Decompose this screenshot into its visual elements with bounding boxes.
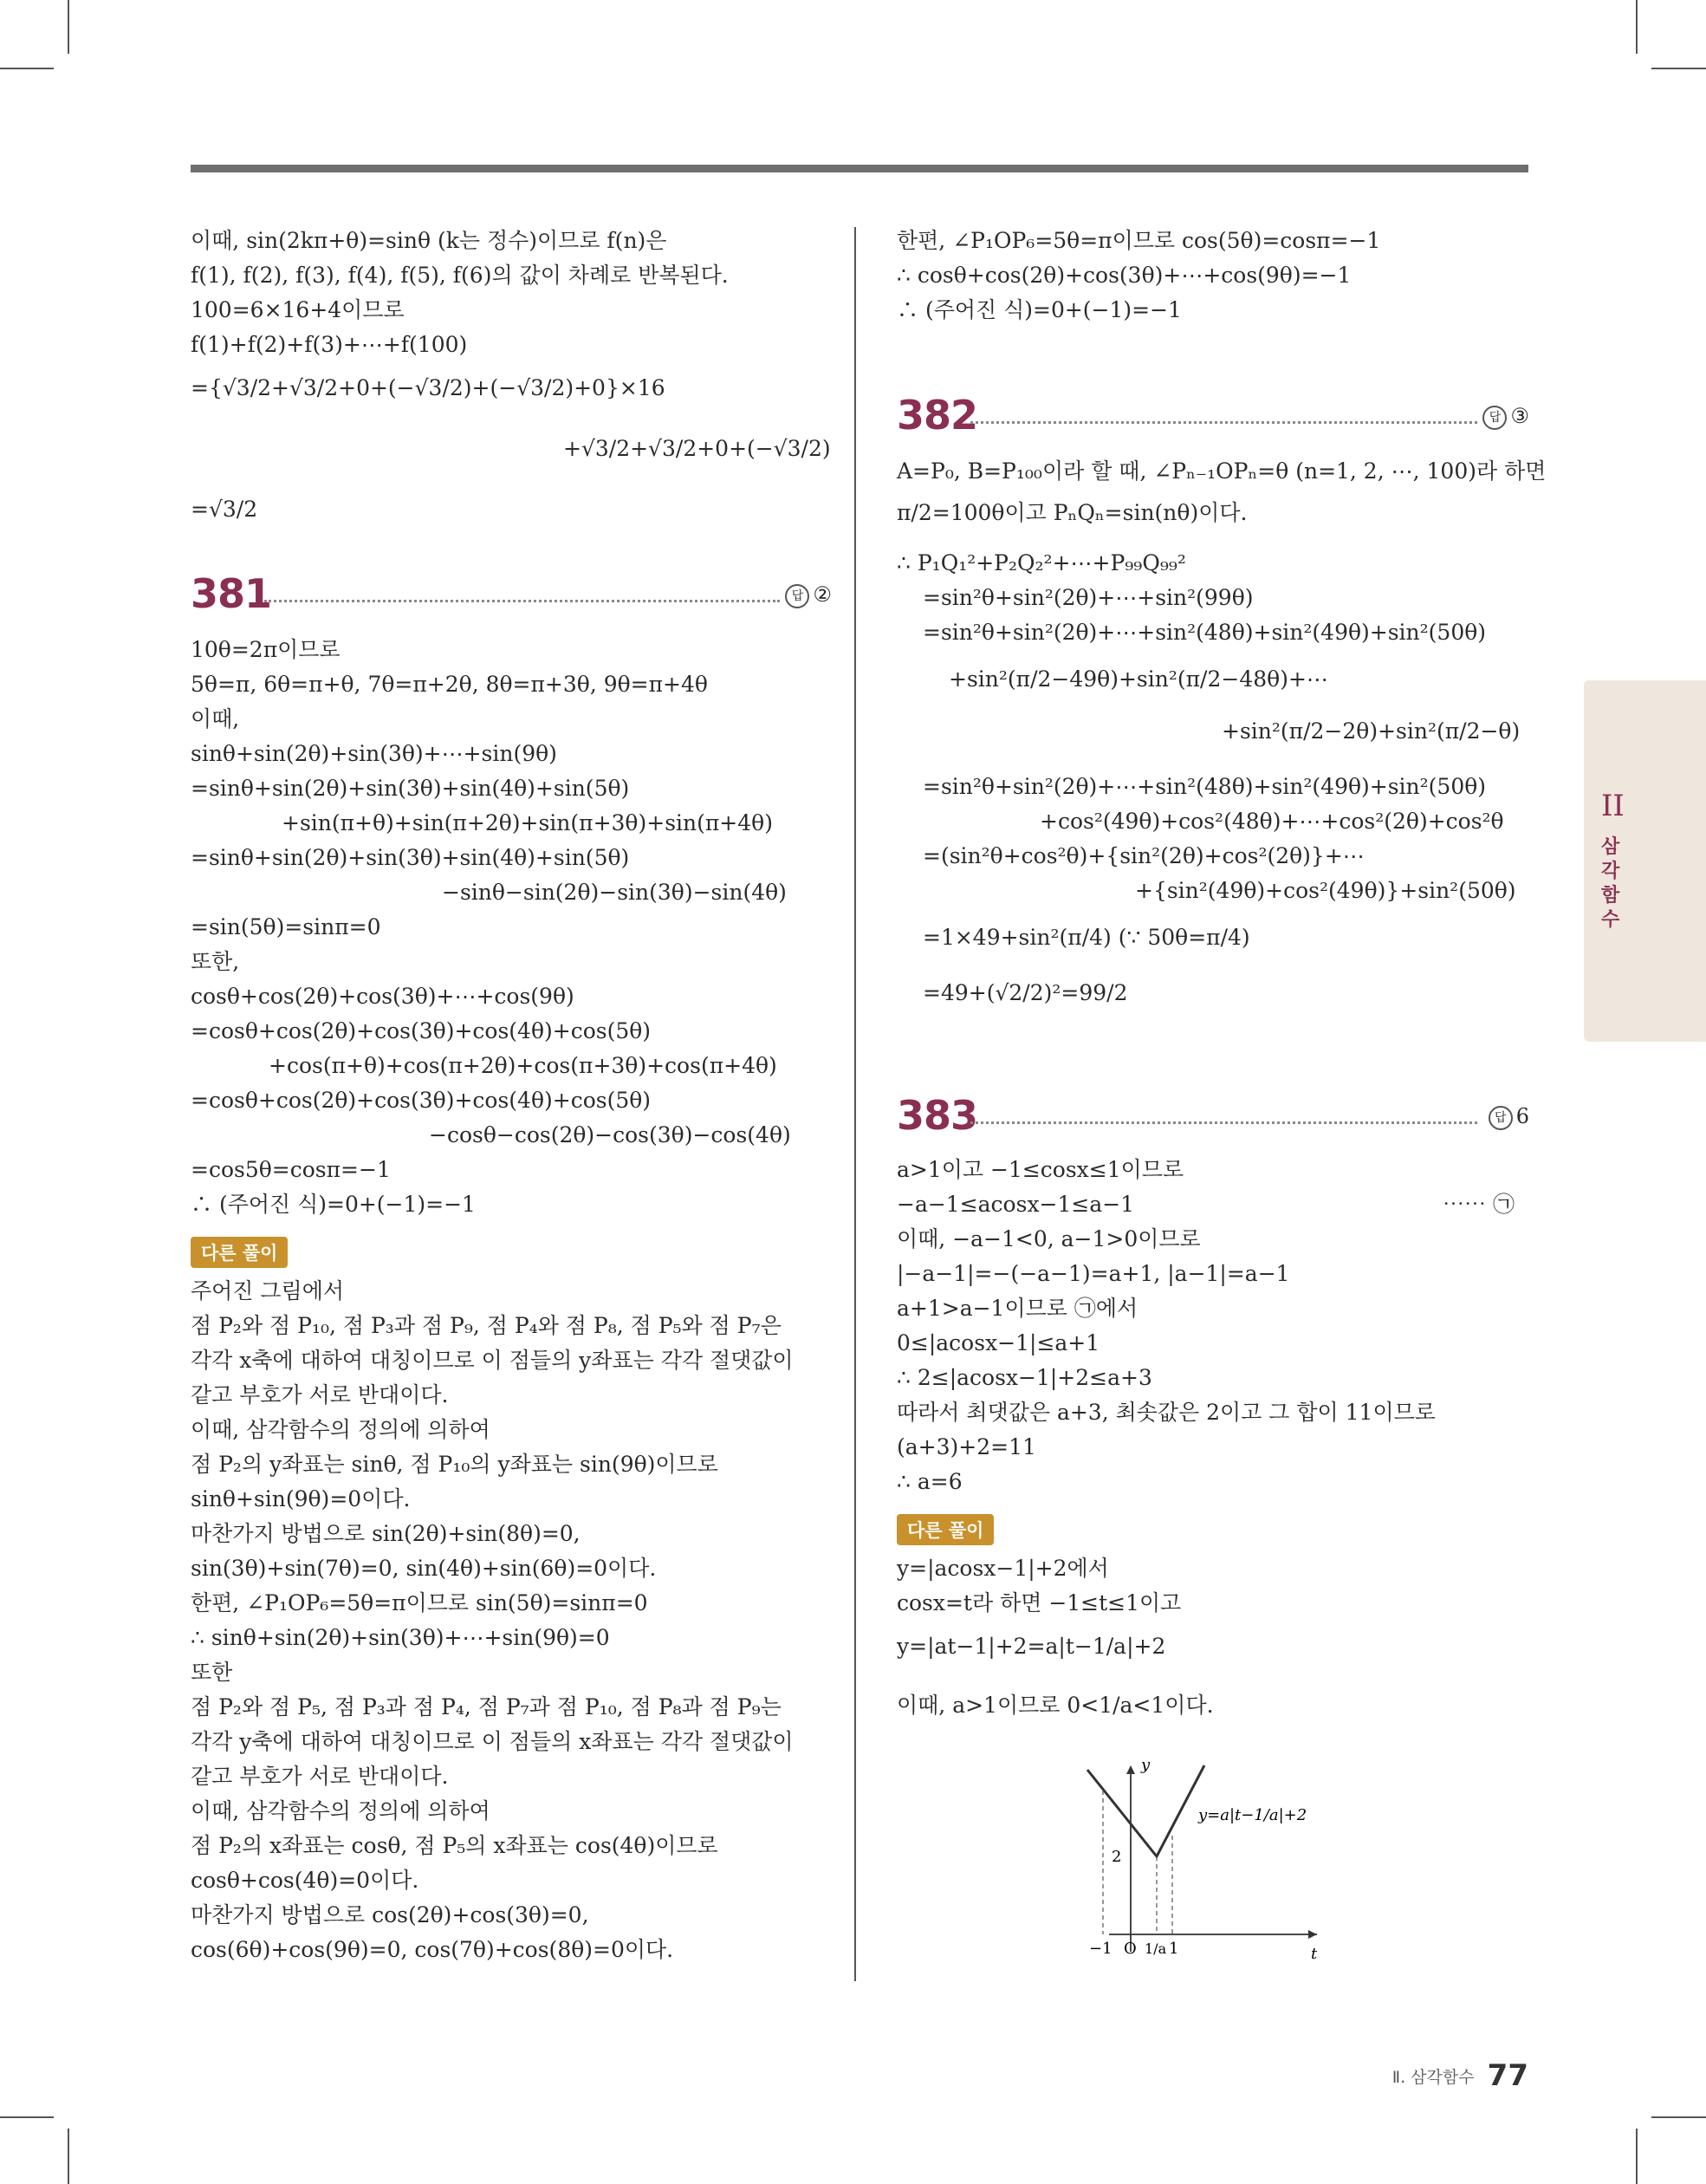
text-line: +cos(π+θ)+cos(π+2θ)+cos(π+3θ)+cos(π+4θ): [269, 1053, 777, 1078]
problem-382-header: [897, 392, 1529, 444]
crop-mark: [68, 2129, 69, 2184]
text-line: 점 P₂와 점 P₁₀, 점 P₃과 점 P₉, 점 P₄와 점 P₈, 점 P₅와 점 P₇은: [191, 1313, 782, 1338]
t-axis-arrow: [1308, 1930, 1317, 1939]
text-line: −cosθ−cos(2θ)−cos(3θ)−cos(4θ): [429, 1122, 791, 1147]
formula-line: ={√3/2+√3/2+0+(−√3/2)+(−√3/2)+0}×16: [191, 375, 665, 400]
text-line: (a+3)+2=11: [897, 1434, 1036, 1459]
answer-icon: 답: [1482, 406, 1507, 430]
text-line: 각각 y축에 대하여 대칭이므로 이 점들의 x좌표는 각각 절댓값이: [191, 1729, 794, 1754]
y-axis-label: y: [1141, 1756, 1151, 1774]
text-line: =cosθ+cos(2θ)+cos(3θ)+cos(4θ)+cos(5θ): [191, 1018, 652, 1043]
text-line: 이때,: [191, 706, 240, 731]
text-line: sin(3θ)+sin(7θ)=0, sin(4θ)+sin(6θ)=0이다.: [191, 1556, 657, 1581]
text-line: =sin²θ+sin²(2θ)+⋯+sin²(48θ)+sin²(49θ)+sin²(50θ): [923, 774, 1487, 799]
footer-chapter: Ⅱ. 삼각함수: [1391, 2067, 1475, 2087]
text-line: 같고 부호가 서로 반대이다.: [191, 1382, 449, 1407]
answer-label: [785, 582, 832, 608]
text-line: +cos²(49θ)+cos²(48θ)+⋯+cos²(2θ)+cos²θ: [1040, 809, 1504, 834]
crop-mark: [1636, 2129, 1638, 2184]
chapter-char: 각: [1601, 861, 1620, 882]
chapter-char: 삼: [1601, 836, 1620, 858]
text-line: 0≤|acosx−1|≤a+1: [897, 1330, 1100, 1355]
text-line: −a−1≤acosx−1≤a−1: [897, 1192, 1135, 1217]
text-line: ∴ (주어진 식)=0+(−1)=−1: [897, 297, 1182, 322]
page-number: 77: [1487, 2058, 1528, 2093]
text-line: 점 P₂와 점 P₅, 점 P₃과 점 P₄, 점 P₇과 점 P₁₀, 점 P₈과 점 P₉는: [191, 1694, 782, 1719]
crop-mark: [1651, 2116, 1706, 2118]
alt-solution-badge: 다른 풀이: [191, 1237, 288, 1268]
text-line: 마찬가지 방법으로 cos(2θ)+cos(3θ)=0,: [191, 1902, 589, 1927]
text-line: =49+(√2/2)²=99/2: [923, 980, 1128, 1005]
curve-label: y=a|t−1/a|+2: [1198, 1806, 1307, 1824]
text-line: 각각 x축에 대하여 대칭이므로 이 점들의 y좌표는 각각 절댓값이: [191, 1348, 794, 1373]
text-line: 이때, 삼각함수의 정의에 의하여: [191, 1798, 490, 1823]
page-footer: [1392, 2058, 1528, 2093]
column-divider: [854, 227, 856, 1981]
answer-icon: 답: [785, 584, 809, 608]
y-axis-arrow: [1126, 1765, 1135, 1774]
text-line: ∴ 2≤|acosx−1|+2≤a+3: [897, 1365, 1152, 1390]
text-line: 이때, sin(2kπ+θ)=sinθ (k는 정수)이므로 f(n)은: [191, 228, 667, 253]
text-line: =sinθ+sin(2θ)+sin(3θ)+sin(4θ)+sin(5θ): [191, 845, 630, 870]
t-axis-label: t: [1311, 1945, 1318, 1963]
header-rule: [191, 165, 1528, 172]
text-line: y=|at−1|+2=a|t−1/a|+2: [897, 1634, 1166, 1659]
answer-value: ③: [1510, 404, 1529, 428]
v-curve: [1087, 1765, 1204, 1856]
leader-dots: [970, 1121, 1477, 1124]
text-line: ∴ a=6: [897, 1469, 963, 1494]
text-line: f(1), f(2), f(3), f(4), f(5), f(6)의 값이 차례로 반복된다.: [191, 263, 729, 288]
text-line: ∴ sinθ+sin(2θ)+sin(3θ)+⋯+sin(9θ)=0: [191, 1625, 610, 1650]
alt-solution-badge: 다른 풀이: [897, 1514, 994, 1545]
text-line: π/2=100θ이고 PₙQₙ=sin(nθ)이다.: [897, 500, 1248, 525]
text-line: 같고 부호가 서로 반대이다.: [191, 1764, 449, 1789]
text-line: 또한,: [191, 949, 240, 974]
text-line: +sin²(π/2−2θ)+sin²(π/2−θ): [1222, 718, 1521, 744]
text-line: 한편, ∠P₁OP₆=5θ=π이므로 sin(5θ)=sinπ=0: [191, 1590, 648, 1615]
answer-icon: 답: [1489, 1106, 1513, 1130]
crop-mark: [1651, 68, 1706, 69]
t-tick-label: 1: [1169, 1940, 1179, 1958]
crop-mark: [0, 68, 54, 69]
text-line: 이때, 삼각함수의 정의에 의하여: [191, 1417, 490, 1442]
y-tick-label: 2: [1112, 1848, 1122, 1866]
origin-label: O: [1124, 1940, 1137, 1958]
leader-dots: [264, 600, 780, 602]
text-line: a>1이고 −1≤cosx≤1이므로: [897, 1157, 1184, 1182]
text-line: −sinθ−sin(2θ)−sin(3θ)−sin(4θ): [442, 880, 787, 905]
answer-value: 6: [1515, 1104, 1529, 1128]
equation-mark: ⋯⋯ ㉠: [1443, 1192, 1515, 1217]
answer-label: [1482, 404, 1529, 430]
text-line: sinθ+sin(2θ)+sin(3θ)+⋯+sin(9θ): [191, 741, 557, 766]
text-line: 한편, ∠P₁OP₆=5θ=π이므로 cos(5θ)=cosπ=−1: [897, 228, 1381, 253]
formula-line: +√3/2+√3/2+0+(−√3/2): [563, 436, 831, 461]
text-line: 이때, −a−1<0, a−1>0이므로: [897, 1226, 1201, 1251]
text-line: 점 P₂의 x좌표는 cosθ, 점 P₅의 x좌표는 cos(4θ)이므로: [191, 1833, 718, 1858]
problem-number: 381: [191, 570, 272, 617]
chapter-numeral: II: [1601, 789, 1625, 823]
chapter-char: 수: [1601, 909, 1620, 931]
text-line: 5θ=π, 6θ=π+θ, 7θ=π+2θ, 8θ=π+3θ, 9θ=π+4θ: [191, 672, 708, 697]
answer-label: [1489, 1104, 1529, 1130]
text-line: =sinθ+sin(2θ)+sin(3θ)+sin(4θ)+sin(5θ): [191, 776, 630, 801]
t-tick-label: 1/a: [1145, 1940, 1167, 1957]
text-line: =1×49+sin²(π/4) (∵ 50θ=π/4): [923, 925, 1250, 950]
text-line: |−a−1|=−(−a−1)=a+1, |a−1|=a−1: [897, 1261, 1290, 1286]
text-line: 또한: [191, 1660, 233, 1685]
text-line: cosθ+cos(2θ)+cos(3θ)+⋯+cos(9θ): [191, 984, 574, 1009]
text-line: 주어진 그림에서: [191, 1278, 344, 1303]
problem-381-header: [191, 570, 832, 622]
text-line: =sin²θ+sin²(2θ)+⋯+sin²(99θ): [923, 585, 1254, 610]
answer-value: ②: [813, 582, 832, 607]
text-line: ∴ P₁Q₁²+P₂Q₂²+⋯+P₉₉Q₉₉²: [897, 550, 1186, 575]
text-line: cosθ+cos(4θ)=0이다.: [191, 1868, 419, 1893]
text-line: A=P₀, B=P₁₀₀이라 할 때, ∠Pₙ₋₁OPₙ=θ (n=1, 2, ⋯, 100)라 하면: [897, 458, 1547, 484]
formula-line: =√3/2: [191, 497, 258, 522]
text-line: y=|acosx−1|+2에서: [897, 1556, 1109, 1581]
crop-mark: [0, 2116, 54, 2118]
text-line: cos(6θ)+cos(9θ)=0, cos(7θ)+cos(8θ)=0이다.: [191, 1937, 674, 1962]
leader-dots: [970, 421, 1477, 424]
text-line: =cos5θ=cosπ=−1: [191, 1157, 391, 1182]
text-line: =cosθ+cos(2θ)+cos(3θ)+cos(4θ)+cos(5θ): [191, 1088, 652, 1113]
text-line: ∴ cosθ+cos(2θ)+cos(3θ)+⋯+cos(9θ)=−1: [897, 263, 1352, 288]
text-line: a+1>a−1이므로 ㉠에서: [897, 1296, 1138, 1321]
text-line: +sin(π+θ)+sin(π+2θ)+sin(π+3θ)+sin(π+4θ): [282, 810, 773, 835]
crop-mark: [68, 0, 69, 54]
absolute-value-graph: [1070, 1752, 1356, 1978]
crop-mark: [1636, 0, 1638, 54]
text-line: cosx=t라 하면 −1≤t≤1이고: [897, 1590, 1182, 1615]
text-line: 점 P₂의 y좌표는 sinθ, 점 P₁₀의 y좌표는 sin(9θ)이므로: [191, 1452, 718, 1477]
problem-383-header: [897, 1092, 1529, 1144]
text-line: =sin(5θ)=sinπ=0: [191, 914, 381, 939]
chapter-char: 함: [1601, 885, 1620, 907]
text-line: 10θ=2π이므로: [191, 637, 341, 662]
text-line: =(sin²θ+cos²θ)+{sin²(2θ)+cos²(2θ)}+⋯: [923, 843, 1365, 868]
text-line: =sin²θ+sin²(2θ)+⋯+sin²(48θ)+sin²(49θ)+sin²(50θ): [923, 620, 1487, 645]
text-line: 마찬가지 방법으로 sin(2θ)+sin(8θ)=0,: [191, 1521, 581, 1546]
t-tick-label: −1: [1089, 1940, 1112, 1958]
text-line: +sin²(π/2−49θ)+sin²(π/2−48θ)+⋯: [949, 666, 1328, 692]
text-line: 따라서 최댓값은 a+3, 최솟값은 2이고 그 합이 11이므로: [897, 1400, 1436, 1425]
problem-number: 383: [897, 1092, 978, 1139]
text-line: sinθ+sin(9θ)=0이다.: [191, 1486, 411, 1511]
text-line: +{sin²(49θ)+cos²(49θ)}+sin²(50θ): [1135, 878, 1516, 903]
text-line: ∴ (주어진 식)=0+(−1)=−1: [191, 1192, 476, 1217]
text-line: 이때, a>1이므로 0<1/a<1이다.: [897, 1693, 1214, 1718]
text-line: 100=6×16+4이므로: [191, 297, 405, 322]
text-line: f(1)+f(2)+f(3)+⋯+f(100): [191, 332, 468, 357]
problem-number: 382: [897, 392, 978, 439]
